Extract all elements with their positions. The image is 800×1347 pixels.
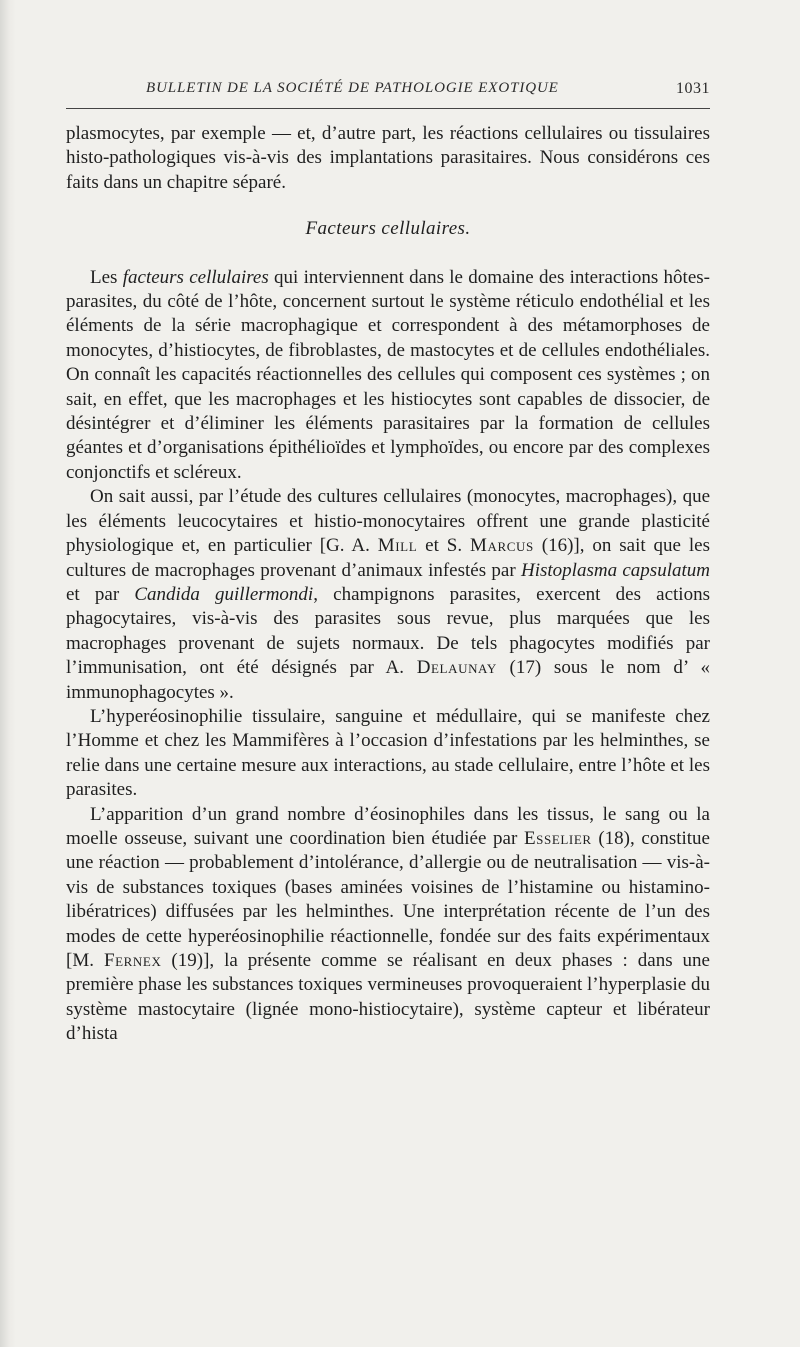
paragraph-eosinophils xyxy=(66,803,710,1047)
species-name: Histoplasma capsulatum xyxy=(521,559,710,581)
text-run: (18), constitue une réaction — probablement d’intolérance, d’allergie ou de neutralisation — vis-à-vis de substances toxiques (bases aminées voisines de l’histamine ou histamino-libératrices) diffusées par les helminthes. Une interprétation récente de l’un des modes de cette hyperéosinophilie réactionnelle, fondée sur des faits expérimentaux [M. xyxy=(66,827,710,971)
species-name: Candida guillermondi xyxy=(134,583,314,605)
text-run: , champignons parasites, exercent des actions phagocytaires, vis-à-vis des parasites sous revue, plus marquées que les macrophages provenant de sujets normaux. De tels phagocytes modifiés par l’immunisation, ont été désignés par A. xyxy=(66,583,710,679)
text-run: et S. xyxy=(417,535,470,557)
text-run: L’apparition d’un grand nombre d’éosinophiles dans les tissus, le sang ou la moelle osseuse, suivant une coordination bien étudiée par xyxy=(66,803,710,849)
text-run: (19)], la présente comme se réalisant en deux phases : dans une première phase les substances toxiques vermineuses provoqueraient l’hyperplasie du système mastocytaire (lignée mono-histiocytaire), système capteur et libérateur d’hista xyxy=(66,950,710,1045)
text-run: (16)], on sait que les cultures de macrophages provenant d’animaux infestés par xyxy=(66,535,710,581)
text-run: On sait aussi, par l’étude des cultures cellulaires (monocytes, macrophages), que les éléments leucocytaires et histio-monocytaires offrent une grande plasticité physiologique et, en particulier [G. A. xyxy=(66,486,710,557)
paragraph-continued: plasmocytes, par exemple — et, d’autre part, les réactions cellulaires ou tissulaires histo-pathologiques vis-à-vis des implantations parasitaires. Nous considérons ces faits dans un chapitre séparé. xyxy=(66,123,710,193)
author-name: Delaunay xyxy=(416,657,497,679)
author-name: Marcus xyxy=(470,535,534,557)
text-run: (17) sous le nom d’ « immunophagocytes ». xyxy=(66,657,710,703)
running-header xyxy=(66,80,710,104)
text-run: et par xyxy=(66,583,135,605)
italic-term: facteurs cellulaires xyxy=(122,266,269,288)
page-edge xyxy=(0,0,16,1347)
body-text xyxy=(66,122,710,1047)
section-heading: Facteurs cellulaires. xyxy=(305,218,471,240)
paragraph-hypereosinophilia: L’hyperéosinophilie tissulaire, sanguine et médullaire, qui se manifeste chez l’Homme et chez les Mammifères à l’occasion d’infestations par les helminthes, se relie dans une certaine mesure aux interactions, au stade cellulaire, entre l’hôte et les parasites. xyxy=(66,705,710,801)
author-name: Mill xyxy=(377,535,418,557)
text-run: Les xyxy=(90,266,123,288)
text-run: qui interviennent dans le domaine des interactions hôtes-parasites, du côté de l’hôte, concernent surtout le système réticulo endothélial et les éléments de la série macrophagique et correspondent à des métamorphoses de monocytes, d’histiocytes, de fibroblastes, de mastocytes et de cellules endothéliales. On connaît les capacités réactionnelles des cellules qui composent ces systèmes ; on sait, en effet, que les macrophages et les histiocytes sont capables de dissocier, de désintégrer et d’éliminer les éléments parasitaires par la formation de cellules géantes et d’organisations épithélioïdes et lymphoïdes, ou encore par des complexes conjonctifs et scléreux. xyxy=(66,266,710,483)
author-name: Esselier xyxy=(523,827,592,849)
author-name: Fernex xyxy=(103,950,162,971)
journal-title: BULLETIN DE LA SOCIÉTÉ DE PATHOLOGIE EXOTIQUE xyxy=(146,80,559,96)
paragraph-cellular-factors xyxy=(66,266,710,486)
header-rule xyxy=(66,108,710,109)
page-number: 1031 xyxy=(676,80,710,97)
paragraph-cell-cultures xyxy=(66,485,710,705)
